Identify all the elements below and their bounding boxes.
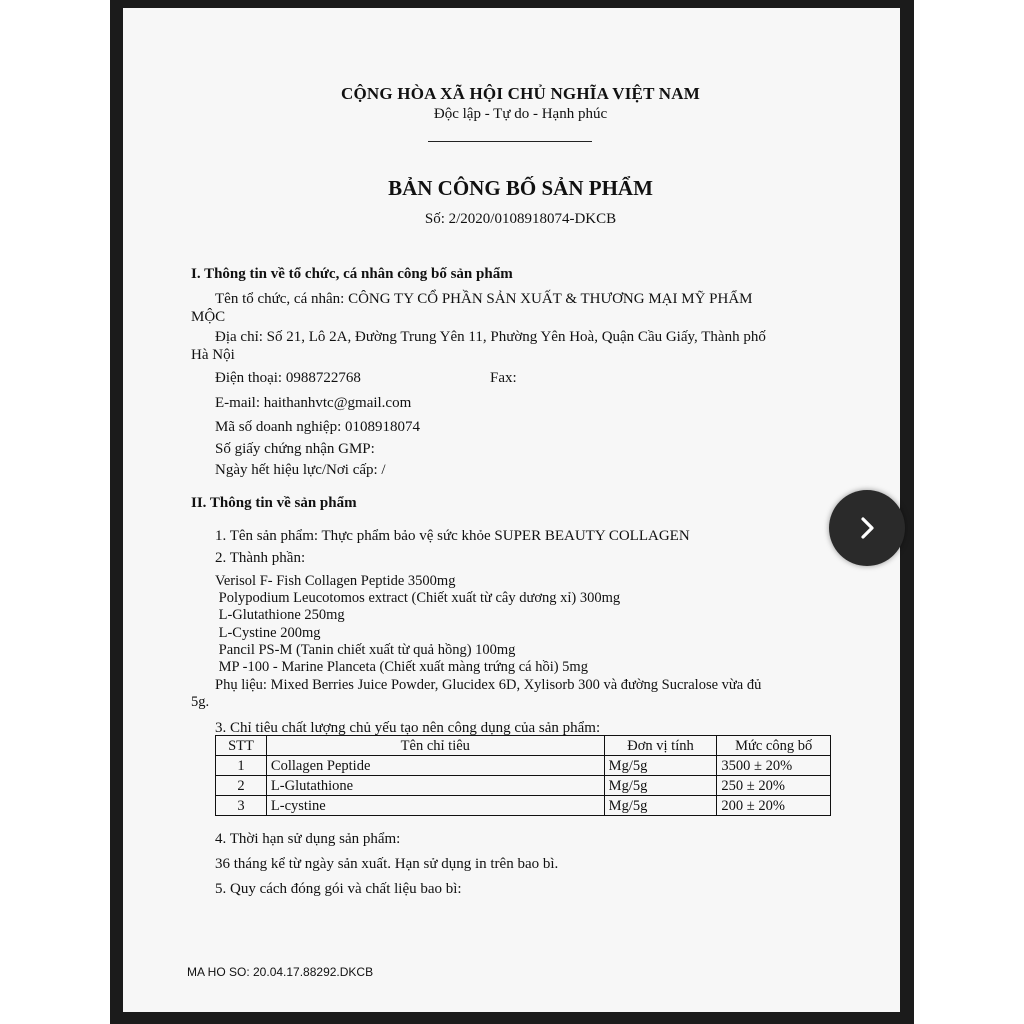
table-header: Đơn vị tính xyxy=(604,736,717,756)
org-name-line-1: Tên tổ chức, cá nhân: CÔNG TY CỔ PHẦN SẢN XUẤT & THƯƠNG MẠI MỸ PHẨM xyxy=(215,291,753,307)
address-line-1: Địa chỉ: Số 21, Lô 2A, Đường Trung Yên 11, Phường Yên Hoà, Quận Cầu Giấy, Thành phố xyxy=(215,329,766,345)
document-title: BẢN CÔNG BỐ SẢN PHẨM xyxy=(388,176,653,200)
gmp-certificate: Số giấy chứng nhận GMP: xyxy=(215,441,375,457)
fax: Fax: xyxy=(490,370,517,386)
shelf-life-label: 4. Thời hạn sử dụng sản phẩm: xyxy=(215,831,401,847)
section-1-heading: I. Thông tin về tổ chức, cá nhân công bố sản phẩm xyxy=(191,266,513,282)
product-name: 1. Tên sản phẩm: Thực phẩm bảo vệ sức khỏe SUPER BEAUTY COLLAGEN xyxy=(215,528,690,544)
table-cell: Collagen Peptide xyxy=(266,756,604,776)
table-cell: L-Glutathione xyxy=(266,776,604,796)
ingredient-line: Polypodium Leucotomos extract (Chiết xuất từ cây dương xỉ) 300mg xyxy=(215,590,621,606)
table-row xyxy=(216,756,831,776)
table-cell: Mg/5g xyxy=(604,756,717,776)
table-row xyxy=(216,796,831,816)
ingredient-line: Verisol F- Fish Collagen Peptide 3500mg xyxy=(215,573,456,589)
table-cell: 200 ± 20% xyxy=(717,796,831,816)
document-page xyxy=(123,8,900,1012)
quality-table xyxy=(215,735,831,816)
table-header: Mức công bố xyxy=(717,736,831,756)
quality-label: 3. Chỉ tiêu chất lượng chủ yếu tạo nên công dụng của sản phẩm: xyxy=(215,720,601,736)
table-row xyxy=(216,776,831,796)
ingredients-label: 2. Thành phần: xyxy=(215,550,306,566)
table-cell: 250 ± 20% xyxy=(717,776,831,796)
table-cell: 1 xyxy=(216,756,267,776)
file-number: MA HO SO: 20.04.17.88292.DKCB xyxy=(187,965,374,979)
table-cell: L-cystine xyxy=(266,796,604,816)
divider xyxy=(428,141,592,142)
excipients-line-2: 5g. xyxy=(191,694,210,710)
excipients-line-1: Phụ liệu: Mixed Berries Juice Powder, Glucidex 6D, Xylisorb 300 và đường Sucralose vừa đủ xyxy=(215,677,762,693)
ingredient-line: MP -100 - Marine Planceta (Chiết xuất màng trứng cá hồi) 5mg xyxy=(215,659,588,675)
country-heading: CỘNG HÒA XÃ HỘI CHỦ NGHĨA VIỆT NAM xyxy=(341,84,700,103)
expiry-issuer: Ngày hết hiệu lực/Nơi cấp: / xyxy=(215,462,386,478)
document-number: Số: 2/2020/0108918074-DKCB xyxy=(424,211,617,227)
address-line-2: Hà Nội xyxy=(191,347,235,363)
motto: Độc lập - Tự do - Hạnh phúc xyxy=(433,106,608,122)
shelf-life: 36 tháng kể từ ngày sản xuất. Hạn sử dụng in trên bao bì. xyxy=(215,856,559,872)
ingredient-line: Pancil PS-M (Tanin chiết xuất từ quả hồng) 100mg xyxy=(215,642,516,658)
packaging-label: 5. Quy cách đóng gói và chất liệu bao bì: xyxy=(215,881,462,897)
table-header: STT xyxy=(216,736,267,756)
chevron-right-icon xyxy=(854,515,880,541)
email: E-mail: haithanhvtc@gmail.com xyxy=(215,395,412,411)
table-cell: 3500 ± 20% xyxy=(717,756,831,776)
phone: Điện thoại: 0988722768 xyxy=(215,370,361,386)
tax-code: Mã số doanh nghiệp: 0108918074 xyxy=(215,419,420,435)
ingredient-line: L-Glutathione 250mg xyxy=(215,607,345,623)
table-cell: Mg/5g xyxy=(604,776,717,796)
table-cell: 3 xyxy=(216,796,267,816)
ingredient-line: L-Cystine 200mg xyxy=(215,625,321,641)
section-2-heading: II. Thông tin về sản phẩm xyxy=(191,495,357,511)
table-cell: Mg/5g xyxy=(604,796,717,816)
org-name-line-2: MỘC xyxy=(191,309,226,325)
table-cell: 2 xyxy=(216,776,267,796)
table-header: Tên chỉ tiêu xyxy=(266,736,604,756)
table-header-row xyxy=(216,736,831,756)
next-page-button[interactable] xyxy=(829,490,905,566)
